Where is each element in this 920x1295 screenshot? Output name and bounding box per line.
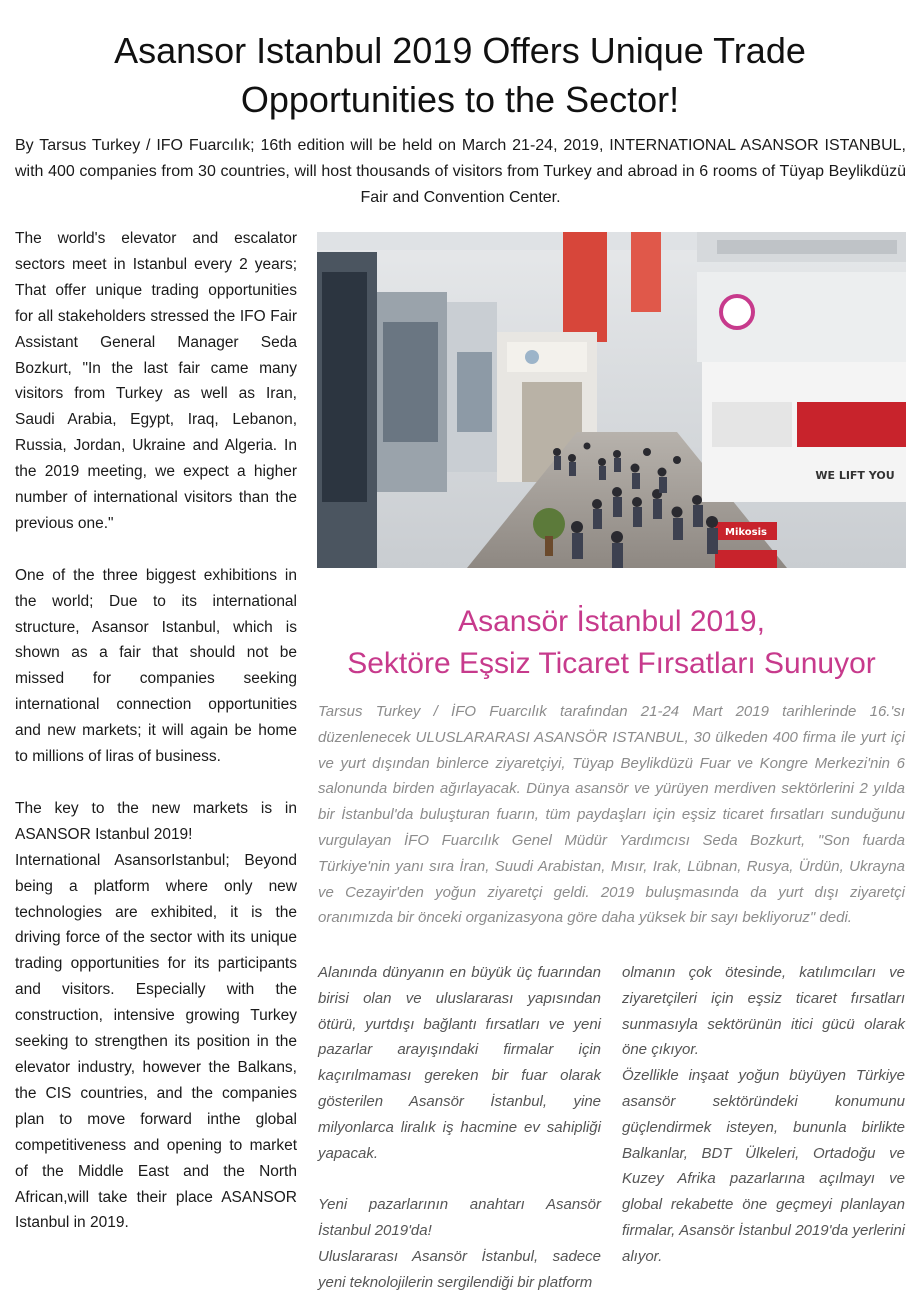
- english-paragraph: The world's elevator and escalator sectors meet in Istanbul every 2 years; That offer unique trading opportunities for all stakeholders stressed the IFO Fair Assistant General Manager Seda Bozkurt, "In the last fair came many visitors from Turkey as well as Iran, Saudi Arabia, Egypt, Iraq, Lebanon, Russia, Jordan, Ukraine and Algeria. In the 2019 meeting, we expect a higher number of international visitors than the previous one.": [15, 230, 297, 532]
- turkish-paragraph: Uluslararası Asansör İstanbul, sadece yeni teknolojilerin sergilendiği bir platform: [318, 1247, 601, 1291]
- booth-sign-text: Mikosis: [725, 527, 767, 538]
- turkish-title: [317, 601, 906, 685]
- turkish-title-line: Sektöre Eşsiz Ticaret Fırsatları Sunuyor: [347, 647, 876, 680]
- booth-banner-text: WE LIFT YOU: [815, 469, 895, 482]
- english-paragraph: International AsansorIstanbul; Beyond being a platform where only new technologies are exhibited, it is the driving force of the sector with its unique trading opportunities for its participants and visitors. Especially with the construction, intensive growing Turkey seeking to strengthen its position in the elevator industry, however the Balkans, the CIS countries, and the companies plan to move forward inthe global competitiveness and opening to market of the Middle East and the North African,will take their place ASANSOR Istanbul in 2019.: [15, 851, 297, 1232]
- english-body: [15, 226, 297, 1236]
- turkish-paragraph: olmanın çok ötesinde, katılımcıları ve ziyaretçileri için eşsiz ticaret fırsatları sunmasıyla sektörünün itici gücü olarak öne çıkıyor.: [622, 964, 905, 1059]
- turkish-left-column: [318, 960, 601, 1295]
- turkish-paragraph: Yeni pazarlarının anahtarı Asansör İstanbul 2019'da!: [318, 1196, 601, 1239]
- turkish-paragraph: Özellikle inşaat yoğun büyüyen Türkiye asansör sektöründeki konumunu güçlendirmek isteyen, bununla birlikte Balkanlar, BDT Ülkeleri, Ortadoğu ve Kuzey Afrika pazarlarına açılmayı ve global rekabette öne geçmeyi planlayan firmalar, Asansör İstanbul 2019'da yerlerini alıyor.: [622, 1067, 905, 1265]
- english-paragraph: The key to the new markets is in ASANSOR Istanbul 2019!: [15, 799, 297, 843]
- english-paragraph: One of the three biggest exhibitions in the world; Due to its international structure, Asansor Istanbul, which is shown as a fair that should not be missed for companies seeking international connection opportunities and new markets; it will again be home to millions of liras of business.: [15, 566, 297, 766]
- turkish-right-column: [622, 960, 905, 1270]
- article-subtitle: By Tarsus Turkey / IFO Fuarcılık; 16th edition will be held on March 21-24, 2019, INTERNATIONAL ASANSOR ISTANBUL, with 400 companies from 30 countries, will host thousands of visitors from Turkey and abroad in 6 rooms of Tüyap Beylikdüzü Fair and Convention Center.: [15, 137, 906, 206]
- trade-fair-photo: [317, 232, 906, 568]
- turkish-paragraph: Alanında dünyanın en büyük üç fuarından birisi olan ve uluslararası yapısından ötürü, yurtdışı bağlantı fırsatları ve yeni pazarlar arayışındaki firmalar için kaçırılmaması gereken bir fuar olarak gösterilen Asansör İstanbul, yine milyonlarca liralık iş hacmine ev sahipliği yapacak.: [318, 964, 601, 1162]
- turkish-intro: Tarsus Turkey / İFO Fuarcılık tarafından 21-24 Mart 2019 tarihlerinde 16.'sı düzenlenecek ULUSLARARASI ASANSÖR ISTANBUL, 30 ülkeden 400 firma ile yurt içi ve yurt dışından binlerce ziyaretçiyi, Tüyap Beylikdüzü Fuar ve Kongre Merkezi'nin 6 salonunda birden ağırlayacak. Dünya asansör ve yürüyen merdiven sektörlerini 2 yılda bir İstanbul'da buluşturan fuarın, tüm paydaşları için eşsiz ticaret fırsatları sunduğunu vurgulayan İFO Fuarcılık Genel Müdür Yardımcısı Seda Bozkurt, "Son fuarda Türkiye'nin yanı sıra İran, Suudi Arabistan, Mısır, Irak, Lübnan, Rusya, Ürdün, Ukrayna ve Cezayir'den yoğun ziyaretçi geldi. 2019 buluşmasında da yurt dışı ziyaretçi oranımızda bir önceki organizasyona göre daha yüksek bir sayı bekliyoruz" dedi.: [318, 703, 905, 927]
- article-title: Asansor Istanbul 2019 Offers Unique Trade Opportunities to the Sector!: [114, 30, 806, 120]
- turkish-title-line: Asansör İstanbul 2019,: [458, 605, 765, 638]
